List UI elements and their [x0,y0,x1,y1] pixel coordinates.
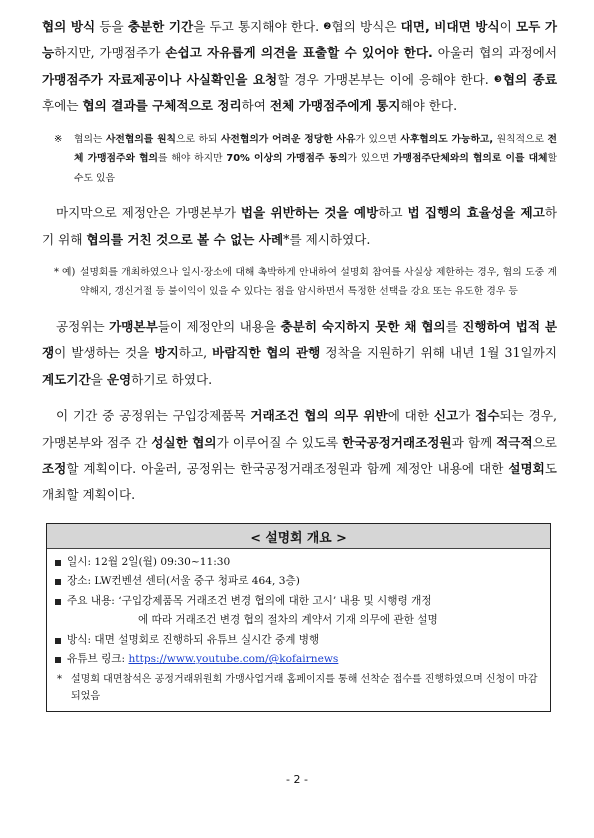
text-bold: 바람직한 협의 관행 [212,345,321,361]
text-bold: 거래조건 협의 의무 위반 [250,408,388,424]
text-bold: 충분히 숙지하지 못한 채 협의 [280,318,446,334]
list-item-contents [53,592,544,631]
text-bold: 적극적 [496,434,533,450]
paragraph-violation-cases [42,200,557,253]
list-item-date [53,553,544,573]
page-number: - 2 - [286,773,308,786]
note-examples [42,263,557,302]
text-bold: 신고 [433,408,459,424]
square-bullet-icon [55,638,61,644]
text-bold: 진행하여 법적 분쟁 [42,318,557,361]
text-bold: 방지 [154,345,179,361]
text: 하여 [241,98,270,114]
briefing-note [53,671,544,705]
paragraph-consultation-method [42,14,557,120]
text: 하기 위해 [42,205,557,247]
paragraph-guidance-period [42,314,557,393]
reference-mark: ※ [54,133,63,145]
text: 를 [445,318,463,334]
reference-mark: * 예) [54,266,76,278]
text: 할 경우 가맹본부는 이에 응해야 한다. [277,71,494,87]
square-bullet-icon [55,560,61,566]
list-item-method [53,631,544,651]
text: 으로 [532,434,557,450]
briefing-overview-body [47,549,550,711]
circled-number-2: ❷ [323,22,332,32]
text: 가 [458,408,476,424]
text: 공정위는 [56,318,110,334]
text: 가 있으면 [355,133,401,145]
text: 되는 경우, 가맹본부와 점주 간 [42,408,558,450]
briefing-overview-box [46,523,551,712]
text-bold: 충분한 기간 [127,19,194,34]
text: 설명회를 개최하였으나 일시·장소에 대해 촉박하게 안내하여 설명회 참여를 사실상 제한하는 경우, 협의 도중 계약해지, 갱신거절 등 불이익이 있을 수 있다는 점을 암시하면서 특정한 선택을 강요 또는 유도한 경우 등 [80,266,557,298]
text: 마지막으로 제정안은 가맹본부가 [56,205,241,221]
note-prior-consultation [42,130,557,189]
text-bold: 협의 방식 [42,19,96,34]
text: 할 계획이다. 아울러, 공정위는 한국공정거래조정원과 함께 제정안 내용에 대한 [66,460,509,476]
document-page [42,14,557,712]
text: 협의 방식은 [331,19,401,34]
text: 가 이루어질 수 있도록 [216,434,343,450]
text: 협의는 [74,133,106,145]
square-bullet-icon [55,579,61,585]
text: *를 제시하였다. [283,231,371,247]
text-bold: 계도기간 [42,371,91,387]
text: 가 있으면 [347,153,394,165]
text-bold: 손쉽고 자유롭게 의견을 표출할 수 있어야 한다. [165,45,433,61]
note-text: 설명회 대면참석은 공정거래위원회 가맹사업거래 홈페이지를 통해 선착순 접수를 진행하였으며 신청이 마감되었음 [71,673,538,702]
text-bold: 가맹본부 [109,318,158,334]
paragraph-mediation [42,403,557,509]
text: 을 두고 통지해야 한다. [193,19,324,34]
text: 을 [90,371,107,387]
item-text: 주요 내용: ‘구입강제품목 거래조건 변경 협의에 대한 고시’ 내용 및 시행령 개정 [67,594,432,607]
briefing-overview-title: < 설명회 개요 > [47,524,550,549]
text: 하고 [378,205,408,221]
text: 이 [499,19,516,34]
item-text-continuation: 에 따라 거래조건 변경 협의 절차의 계약서 기재 의무에 관한 설명 [138,614,438,627]
circled-number-3: ❸ [493,74,503,85]
text-bold: 전체 가맹점주와 협의 [74,133,557,165]
text: 하고, [178,345,213,361]
text: 들이 제정안의 내용을 [157,318,281,334]
text-bold: 법 집행의 효율성을 제고 [407,205,545,221]
text: 이 발생하는 것을 [54,345,155,361]
text: 하지만, 가맹점주가 [54,45,166,61]
text-bold: 운영 [106,371,132,387]
text-bold: 설명회 [508,460,545,476]
reference-mark: * [57,673,62,685]
youtube-link[interactable]: https://www.youtube.com/@kofairnews [128,653,339,666]
text: 할 수도 있음 [74,153,557,184]
text: 하기로 하였다. [131,371,213,387]
text: 등을 [95,19,128,34]
text-bold: 70% 이상의 가맹점주 동의 [226,153,348,165]
text: 이 기간 중 공정위는 구입강제품목 [56,408,251,424]
item-text: 장소: LW컨벤션 센터(서울 중구 청파로 464, 3층) [67,575,300,588]
text: 후에는 [42,98,83,114]
text: 를 해야 하지만 [158,153,227,165]
square-bullet-icon [55,657,61,663]
text-bold: 가맹점주가 자료제공이나 사실확인을 요청 [42,71,278,87]
item-text: 유튜브 링크: [67,653,129,666]
list-item-youtube [53,650,544,670]
text-bold: 협의 결과를 구체적으로 정리 [82,98,242,114]
item-text: 일시: 12월 2일(월) 09:30~11:30 [67,555,231,568]
list-item-venue [53,572,544,592]
text-bold: 사전협의를 원칙 [105,133,177,145]
text: 해야 한다. [400,98,458,114]
text-bold: 한국공정거래조정원 [342,434,452,450]
text-bold: 법을 위반하는 것을 예방 [240,205,379,221]
text-bold: 전체 가맹점주에게 통지 [269,98,401,114]
item-text: 방식: 대면 설명회로 진행하되 유튜브 실시간 중계 병행 [67,633,320,646]
text-bold: 접수 [475,408,500,424]
square-bullet-icon [55,599,61,605]
text: 으로 하되 [176,133,221,145]
text-bold: 사후협의도 가능하고, [400,133,494,145]
text-bold: 성실한 협의 [151,434,217,450]
text: 에 대한 [387,408,434,424]
text-bold: 대면, 비대면 방식 [400,19,500,34]
text-bold: 사전협의가 어려운 정당한 사유 [220,133,356,145]
text-bold: 협의 종료 [502,71,557,87]
text: 아울러 협의 과정에서 [432,45,557,61]
text-bold: 가맹점주단체와의 협의로 이를 대체 [393,153,548,165]
text: 원칙적으로 [493,133,548,145]
text: 도 개최할 계획이다. [42,460,557,503]
text: 정착을 지원하기 위해 내년 1월 31일까지 [320,345,558,361]
text-bold: 조정 [42,460,67,476]
text: 과 함께 [451,434,497,450]
text-bold: 협의를 거친 것으로 볼 수 없는 사례 [86,231,284,247]
text-bold: 모두 가능 [42,19,558,61]
